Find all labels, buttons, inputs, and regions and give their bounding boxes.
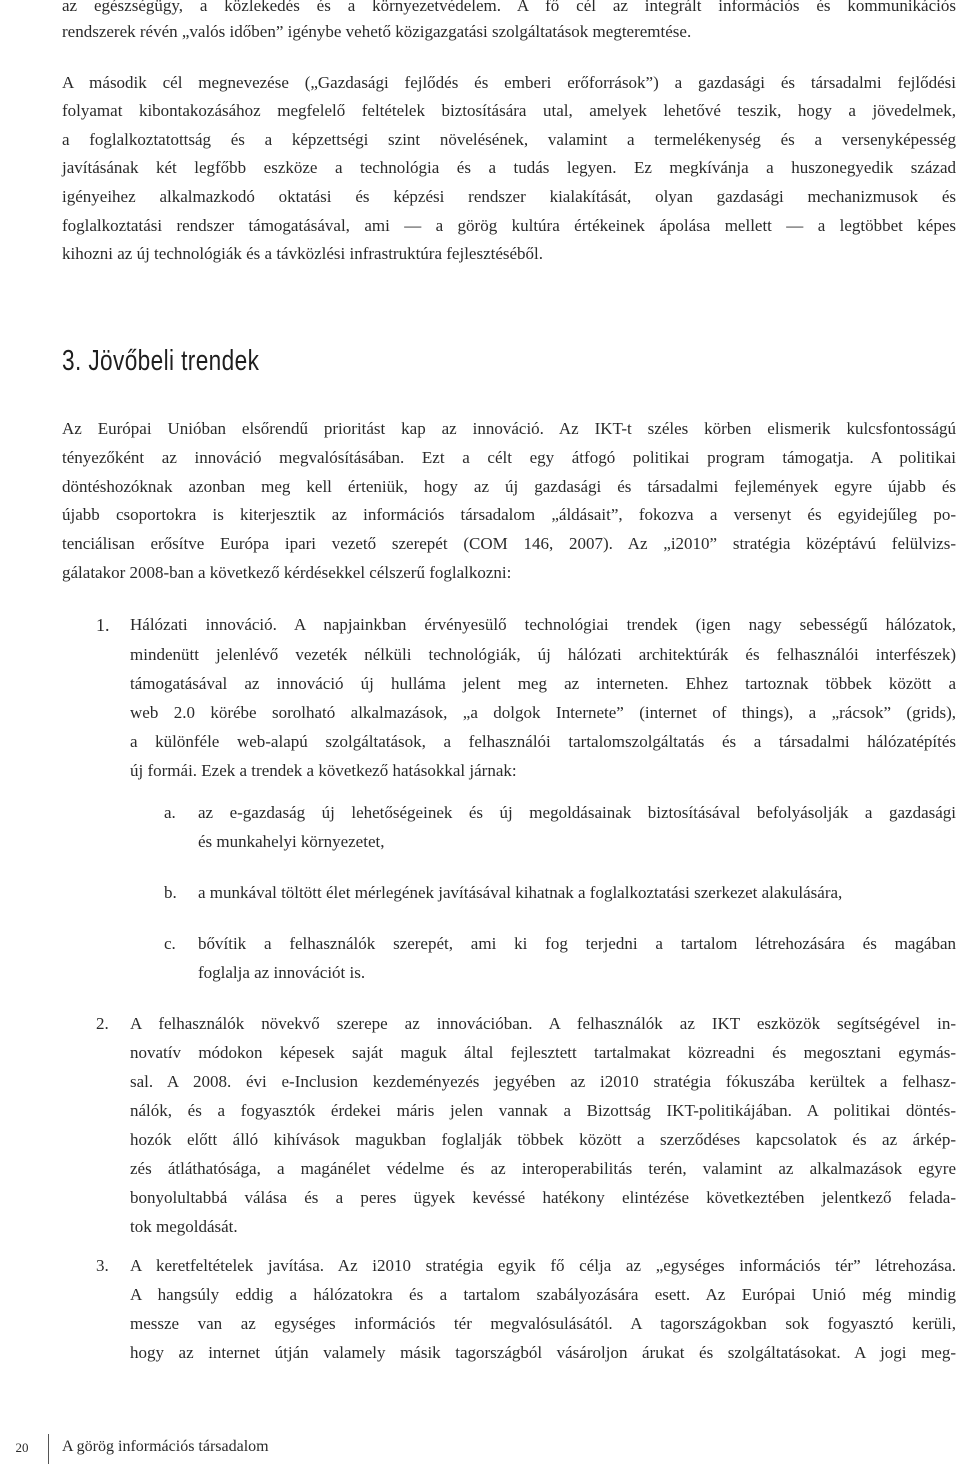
text-line: újabb csoportokra is kiterjesztik az információs társadalom „áldásait”, fokozva a versenyt és egyidejűleg po- — [62, 505, 956, 524]
page-number: 20 — [15, 1440, 29, 1455]
text-line: és munkahelyi környezetet, — [198, 832, 385, 851]
footer-divider — [48, 1434, 49, 1464]
section-heading: 3. Jövőbeli trendek — [62, 345, 260, 377]
text-line: nálók, és a fogyasztók érdekei máris jelen vannak a Bizottság IKT-politikájában. A politikai döntés- — [130, 1101, 956, 1120]
text-line: kihozni az új technológiák és a távközlési infrastruktúra fejlesztéséből. — [62, 244, 544, 263]
text-line: az e-gazdaság új lehetőségeinek és új megoldásainak biztosításával befolyásolják a gazdasági — [198, 803, 956, 822]
text-line: bővítik a felhasználók szerepét, ami ki fog terjedni a tartalom létrehozására és magában — [198, 934, 956, 953]
list-number: 2. — [96, 1014, 109, 1033]
text-line: rendszerek révén „valós időben” igénybe vehető közigazgatási szolgáltatások megteremtése. — [62, 22, 692, 41]
sublist-label: a. — [164, 803, 176, 822]
text-line: a foglalkoztatottság és a képzettségi szint növelésének, valamint a termelékenység és a versenyképesség — [62, 130, 956, 149]
text-line: a munkával töltött élet mérlegének javításával kihatnak a foglalkoztatási szerkezet alakulására, — [198, 883, 843, 902]
text-line: A második cél megnevezése („Gazdasági fejlődés és emberi erőforrások”) a gazdasági és társadalmi fejlődési — [62, 73, 956, 92]
text-line: tényezőként az innováció megvalósításában. Ezt a célt egy átfogó politikai program támogatja. A politikai — [62, 448, 956, 467]
text-line: A felhasználók növekvő szerepe az innovációban. A felhasználók az IKT eszközök segítségével in- — [130, 1014, 956, 1033]
text-line: novatív módokon képesek saját maguk által fejlesztett tartalmakat közreadni és megosztani egymás- — [130, 1043, 956, 1062]
list-number: 3. — [96, 1256, 109, 1275]
text-line: döntéshozóknak azonban meg kell érteniük, hogy az új gazdasági és társadalmi fejlemények egyre újabb és — [62, 477, 956, 496]
text-line: tok megoldását. — [130, 1217, 238, 1236]
text-line: a különféle web-alapú szolgáltatások, a felhasználói tartalomszolgáltatás és a társadalmi hálózatépítés — [130, 732, 956, 751]
text-line: gálatakor 2008-ban a következő kérdésekkel célszerű foglalkozni: — [62, 563, 512, 582]
text-line: web 2.0 körébe sorolható alkalmazások, „a dolgok Internete” (internet of things), a „rácsok” (grids), — [130, 703, 956, 722]
sublist-label: c. — [164, 934, 176, 953]
text-line: igényeihez alkalmazkodó oktatási és képzési rendszer kialakítását, olyan gazdasági mechanizmusok és — [62, 187, 956, 206]
text-line: új formái. Ezek a trendek a következő hatásokkal járnak: — [130, 761, 517, 780]
text-line: hozók előtt álló kihívások magukban foglalják többek között a szerződéses kapcsolatok és az árkép- — [130, 1130, 956, 1149]
text-line: hogy az internet útján valamely másik tagországból vásároljon árukat és szolgáltatásokat. A jogi meg- — [130, 1343, 956, 1362]
text-line: tenciálisan erősítve Európa ipari vezető szerepét (COM 146, 2007). Az „i2010” stratégia középtávú felülvizs- — [62, 534, 956, 553]
text-line: messze van az egységes információs tér megvalósulásától. A tagországokban sok fogyasztó kerüli, — [130, 1314, 956, 1333]
text-line: javításának két legfőbb eszköze a technológia és a tudás legyen. Ez megkívánja a huszonegyedik század — [62, 158, 956, 177]
text-line: az egészségügy, a közlekedés és a környezetvédelem. A fő cél az integrált információs és kommunikációs — [62, 0, 956, 15]
text-line: foglalkoztatási rendszer támogatásával, ami — a görög kultúra értékeinek ápolása mellett — a legtöbbet képes — [62, 216, 956, 235]
text-line: mindenütt jelenlévő vezeték nélküli technológiák, új hálózati architektúrák és felhasználói interfészek) — [130, 645, 956, 664]
text-line: zés átláthatósága, a magánélet védelme és az interoperabilitás terén, valamint az alkalmazások egyre — [130, 1159, 956, 1178]
sublist-label: b. — [164, 883, 177, 902]
text-line: A keretfeltételek javítása. Az i2010 stratégia egyik fő célja az „egységes információs tér” létrehozása. — [130, 1256, 956, 1275]
list-number: 1. — [96, 615, 110, 635]
text-line: sal. A 2008. évi e-Inclusion kezdeményezés jegyében az i2010 stratégia fókuszába kerültek a felhasz- — [130, 1072, 956, 1091]
text-line: Hálózati innováció. A napjainkban érvényesülő technológiai trendek (igen nagy sebességű hálózatok, — [130, 615, 956, 634]
text-line: folyamat kibontakozásához megfelelő feltételek biztosítására utal, amelyek lehetővé teszik, hogy a jövedelmek, — [62, 101, 956, 120]
footer-title: A görög információs társadalom — [62, 1438, 269, 1455]
text-line: A hangsúly eddig a hálózatokra és a tartalom szabályozására esett. Az Európai Unió még mindig — [130, 1285, 956, 1304]
text-line: foglalja az innovációt is. — [198, 963, 366, 982]
text-line: bonyolultabbá válása és a peres ügyek kevéssé hatékony elintézése következtében jelentkező felada- — [130, 1188, 956, 1207]
text-line: Az Európai Unióban elsőrendű prioritást kap az innováció. Az IKT-t széles körben elismerik kulcsfontosságú — [62, 419, 956, 438]
text-line: támogatásával az innováció új hulláma jelent meg az interneten. Ehhez tartoznak többek között a — [130, 674, 956, 693]
